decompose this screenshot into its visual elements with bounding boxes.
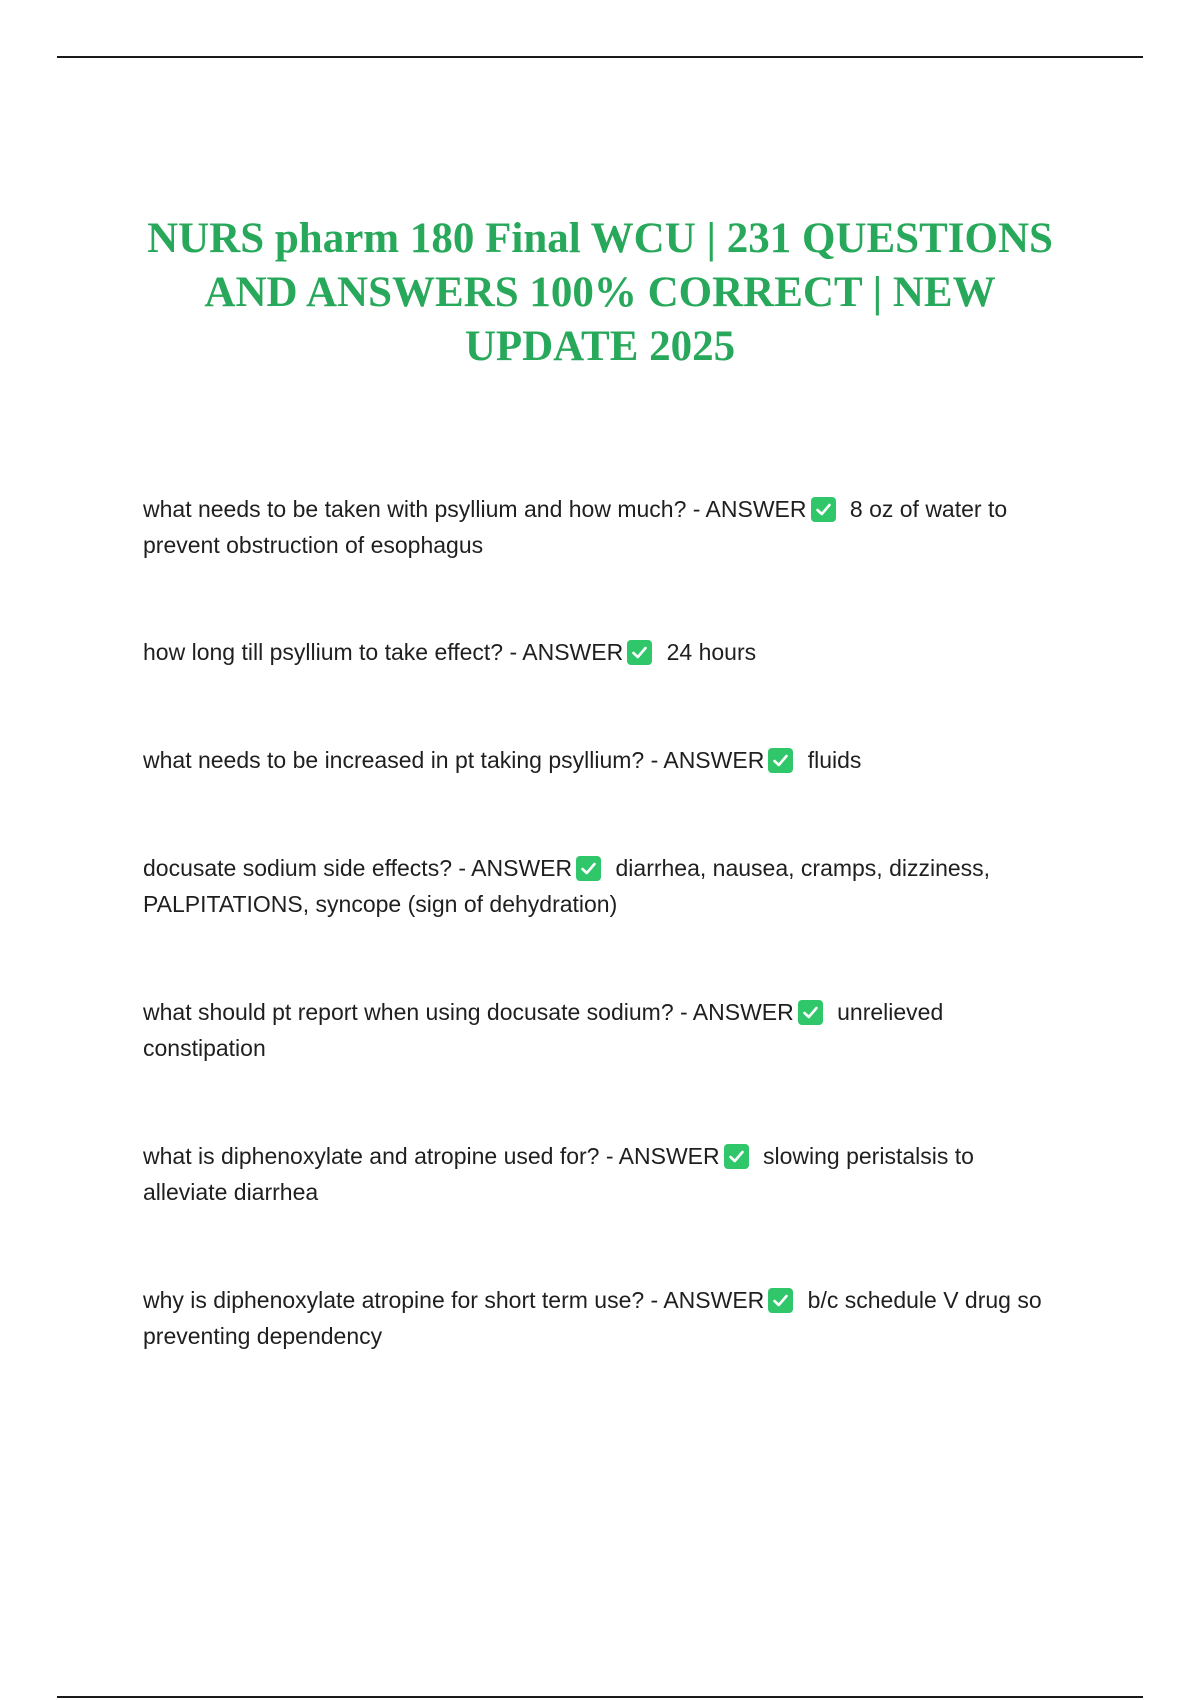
answer-separator: - (692, 496, 706, 522)
answer-marker: ANSWER (705, 496, 807, 522)
answer-marker: ANSWER (522, 639, 624, 665)
answer-separator: - (458, 855, 472, 881)
answer-marker: ANSWER (663, 1287, 765, 1313)
answer-separator: - (605, 1143, 619, 1169)
bottom-rule (57, 1696, 1143, 1698)
answer-separator: - (650, 1287, 664, 1313)
qa-item (143, 1282, 1063, 1354)
answer-text: 8 oz of water to prevent obstruction of esophagus (143, 496, 1008, 558)
qa-item (143, 994, 1063, 1066)
qa-item (143, 634, 1063, 670)
answer-marker: ANSWER (692, 999, 794, 1025)
answer-text: diarrhea, nausea, cramps, dizziness, PALPITATIONS, syncope (sign of dehydration) (143, 855, 991, 917)
qa-item (143, 742, 1063, 778)
question-text: how long till psyllium to take effect? (143, 639, 504, 665)
question-text: why is diphenoxylate atropine for short term use? (143, 1287, 645, 1313)
answer-separator: - (650, 747, 664, 773)
answer-text: 24 hours (666, 639, 757, 665)
question-text: what is diphenoxylate and atropine used for? (143, 1143, 600, 1169)
answer-text: slowing peristalsis to alleviate diarrhea (143, 1143, 974, 1205)
question-text: what should pt report when using docusate sodium? (143, 999, 674, 1025)
qa-item (143, 1138, 1063, 1210)
check-mark-icon (811, 497, 836, 522)
question-text: what needs to be taken with psyllium and how much? (143, 496, 687, 522)
check-mark-icon (798, 1000, 823, 1025)
answer-text: b/c schedule V drug so preventing dependency (143, 1287, 1042, 1349)
question-text: what needs to be increased in pt taking psyllium? (143, 747, 645, 773)
answer-text: fluids (807, 747, 862, 773)
answer-text: unrelieved constipation (143, 999, 944, 1061)
answer-separator: - (509, 639, 523, 665)
qa-item (143, 850, 1063, 922)
check-mark-icon (768, 748, 793, 773)
answer-separator: - (680, 999, 693, 1025)
check-mark-icon (627, 640, 652, 665)
answer-marker: ANSWER (471, 855, 573, 881)
check-mark-icon (724, 1144, 749, 1169)
top-rule (57, 56, 1143, 58)
check-mark-icon (768, 1288, 793, 1313)
answer-marker: ANSWER (618, 1143, 720, 1169)
document-title: NURS pharm 180 Final WCU | 231 QUESTIONS AND ANSWERS 100% CORRECT | NEW UPDATE 2025 (147, 215, 1053, 370)
check-mark-icon (576, 856, 601, 881)
qa-item (143, 491, 1063, 563)
question-text: docusate sodium side effects? (143, 855, 452, 881)
answer-marker: ANSWER (663, 747, 765, 773)
